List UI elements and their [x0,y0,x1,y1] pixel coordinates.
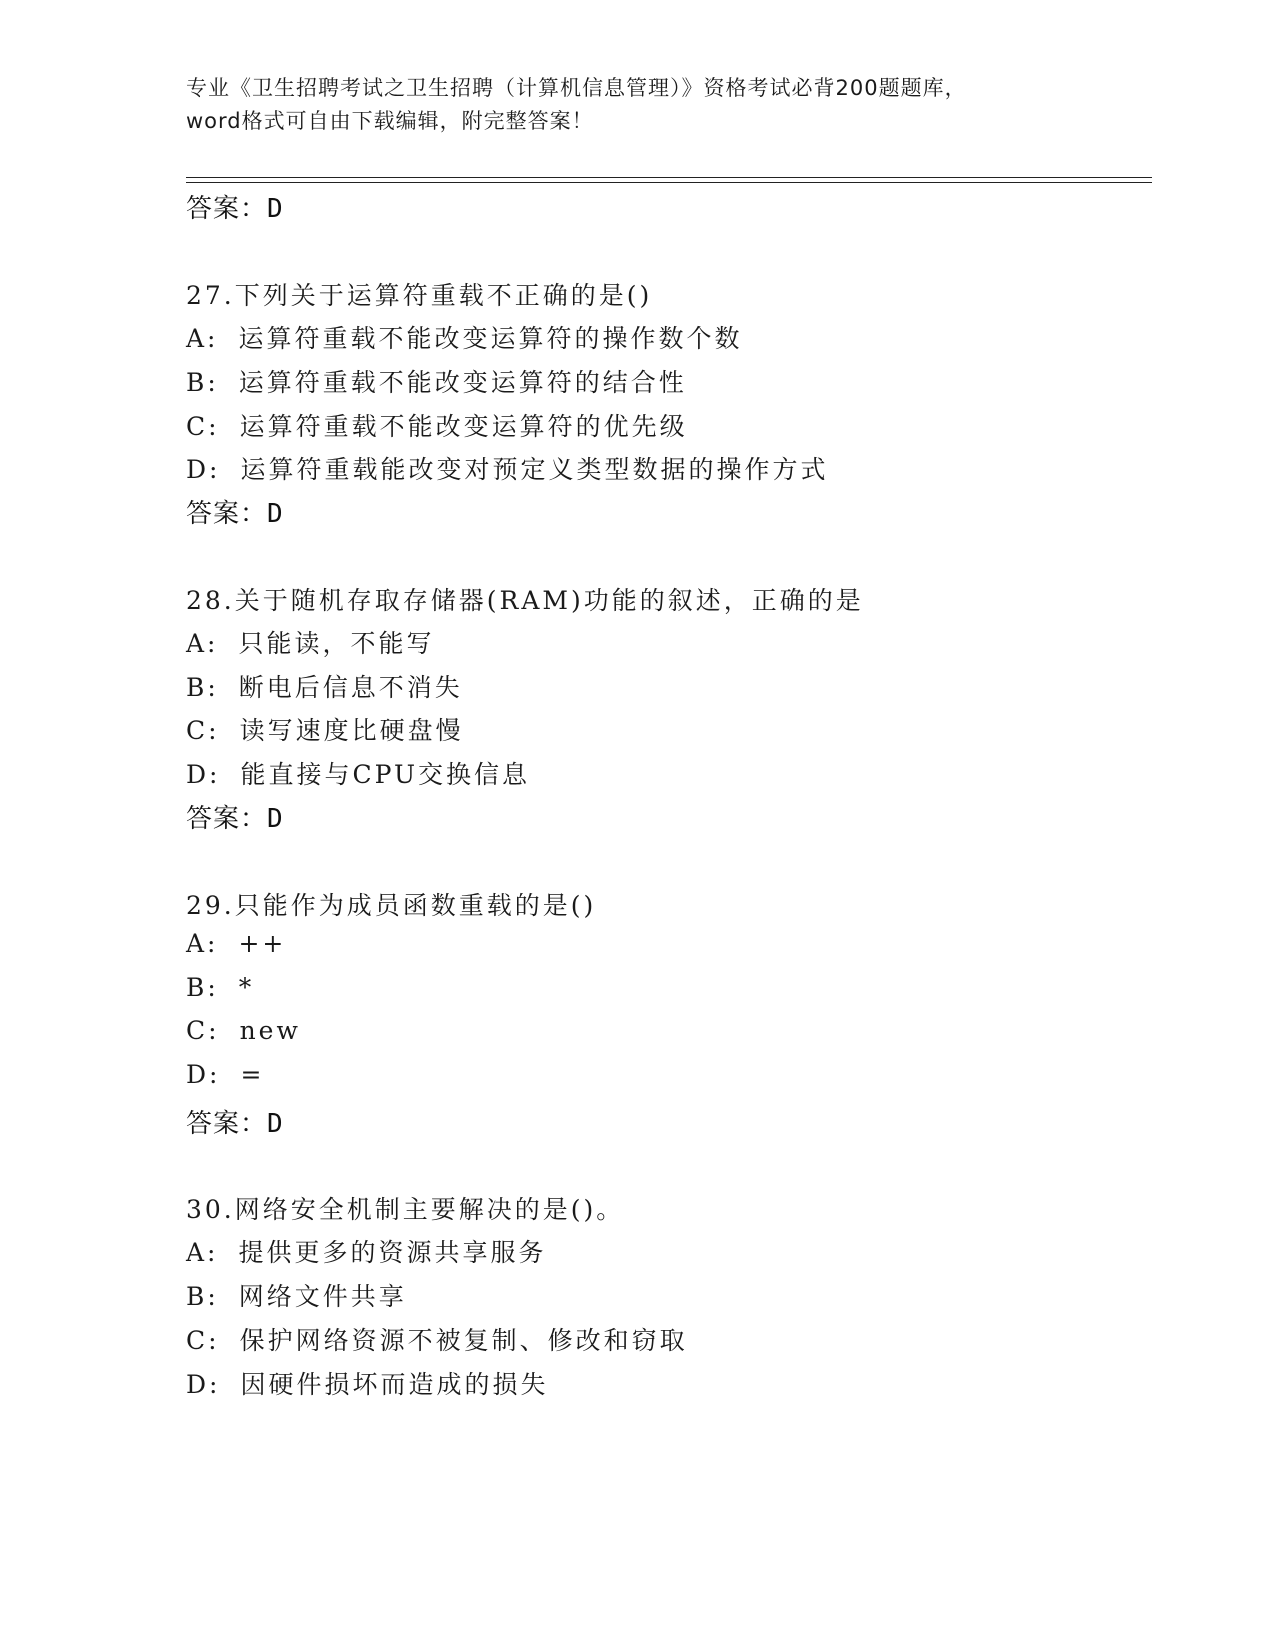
option-letter: C: [186,716,220,745]
option-d [186,1060,264,1089]
header-line-2: word格式可自由下载编辑，附完整答案！ [186,109,594,133]
answer-line [186,1103,284,1140]
question-stem: 28.关于随机存取存储器(RAM)功能的叙述，正确的是 [186,586,864,615]
option-letter: A: [186,1238,219,1267]
option-c [186,407,688,443]
header-line-1: 专业《卫生招聘考试之卫生招聘（计算机信息管理）》资格考试必背200题题库， [186,76,967,100]
answer-label: 答案： [186,194,268,224]
option-text: 提供更多的资源共享服务 [238,1238,547,1267]
option-letter: D: [186,455,221,484]
option-c [186,1321,688,1357]
option-text: 运算符重载不能改变运算符的操作数个数 [238,324,743,353]
option-text: 因硬件损坏而造成的损失 [240,1370,549,1399]
answer-value: D [267,1109,284,1139]
option-letter: A: [186,324,219,353]
option-a [186,929,286,958]
header-rule-top [186,177,1152,178]
answer-value: D [267,194,284,224]
option-text: 运算符重载不能改变运算符的结合性 [238,368,687,397]
answer-line [186,493,284,530]
answer-label: 答案： [186,499,268,529]
option-b [186,1277,407,1313]
option-text: 能直接与CPU交换信息 [240,760,531,789]
document-header [186,72,1086,138]
option-letter: A: [186,629,219,658]
option-text: 运算符重载能改变对预定义类型数据的操作方式 [240,455,829,484]
answer-value: D [267,804,284,834]
option-text: 网络文件共享 [238,1282,407,1311]
option-text: new [239,1016,301,1045]
option-letter: D: [186,1370,221,1399]
option-a [186,624,435,660]
option-text: 读写速度比硬盘慢 [239,716,464,745]
option-d [186,1365,548,1401]
option-letter: B: [186,973,219,1002]
option-b [186,973,254,1002]
option-letter: D: [186,1060,221,1089]
option-d [186,450,828,486]
option-letter: A: [186,929,219,958]
option-c [186,1016,301,1045]
option-d [186,755,530,791]
option-a [186,1233,547,1269]
option-b [186,363,687,399]
option-a [186,319,743,355]
option-letter: B: [186,1282,219,1311]
option-letter: D: [186,760,221,789]
option-letter: B: [186,673,219,702]
option-text: 保护网络资源不被复制、修改和窃取 [239,1326,688,1355]
answer-line [186,188,284,225]
option-b [186,668,463,704]
header-rule-bottom [186,182,1152,183]
option-letter: C: [186,412,220,441]
option-text: 断电后信息不消失 [238,673,463,702]
option-text: 运算符重载不能改变运算符的优先级 [239,412,688,441]
question-stem: 27.下列关于运算符重载不正确的是() [186,281,653,310]
option-letter: B: [186,368,219,397]
answer-label: 答案： [186,1109,268,1139]
option-c [186,711,464,747]
question-stem: 30.网络安全机制主要解决的是()。 [186,1195,625,1224]
answer-value: D [267,499,284,529]
option-text: = [240,1060,265,1089]
option-letter: C: [186,1326,220,1355]
answer-line [186,798,284,835]
option-text: 只能读，不能写 [238,629,435,658]
option-letter: C: [186,1016,220,1045]
question-stem: 29.只能作为成员函数重载的是() [186,891,597,920]
option-text: ++ [238,929,287,958]
answer-label: 答案： [186,804,268,834]
option-text: * [238,973,255,1002]
